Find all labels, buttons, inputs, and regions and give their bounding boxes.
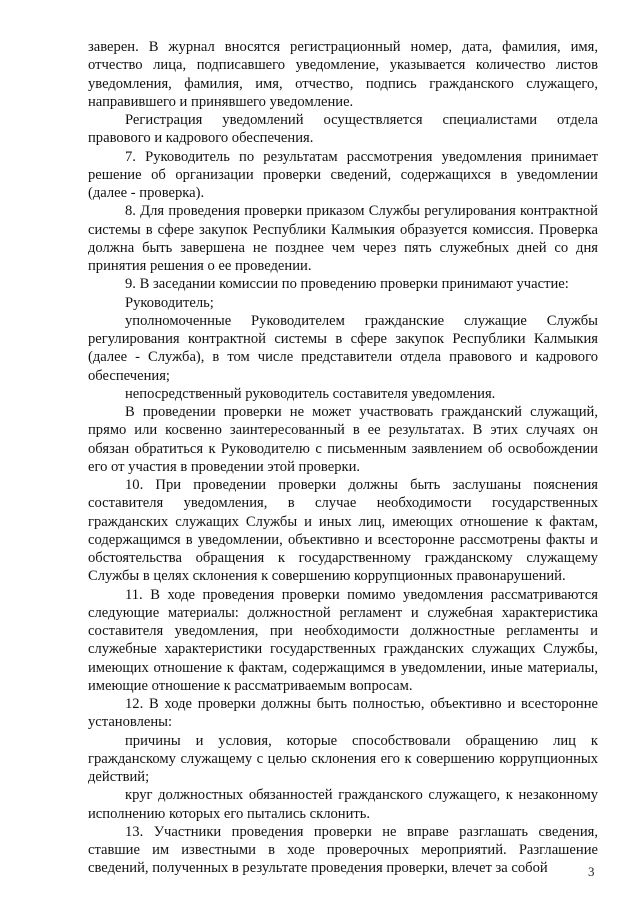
paragraph: причины и условия, которые способствовали обращению лиц к гражданскому служащему с целью склонения его к совершению коррупционных действий; [88, 732, 598, 785]
paragraph: круг должностных обязанностей гражданского служащего, к незаконному исполнению которых его пытались склонить. [88, 787, 598, 822]
paragraph: Руководитель; [125, 294, 214, 311]
page-number: 3 [588, 864, 595, 879]
paragraph: 7. Руководитель по результатам рассмотрения уведомления принимает решение об организации проверки сведений, содержащихся в уведомлении (далее - проверка). [88, 148, 598, 201]
paragraph: непосредственный руководитель составителя уведомления. [125, 385, 496, 402]
document-body [88, 38, 598, 878]
paragraph: уполномоченные Руководителем гражданские служащие Службы регулирования контрактной системы в сфере закупок Республики Калмыкия (далее - Служба), в том числе представители отдела правового и кадрового обеспечения; [88, 312, 598, 384]
paragraph: 11. В ходе проведения проверки помимо уведомления рассматриваются следующие материалы: должностной регламент и служебная характеристика составителя уведомления, при необходимости должностные регламенты и служебные характеристики государственных гражданских служащих Службы, имеющих отношение к фактам, содержащимся в уведомлении, иные материалы, имеющие отношение к рассматриваемым вопросам. [88, 586, 598, 694]
paragraph: 13. Участники проведения проверки не вправе разглашать сведения, ставшие им известными в ходе проверочных мероприятий. Разглашение сведений, полученных в результате проведения проверки, влечет за собой [88, 823, 598, 877]
paragraph: Регистрация уведомлений осуществляется специалистами отдела правового и кадрового обеспечения. [88, 112, 598, 147]
paragraph: 10. При проведении проверки должны быть заслушаны пояснения составителя уведомления, в случае необходимости государственных гражданских служащих Службы и иных лиц, имеющих отношение к фактам, содержащимся в уведомлении, объективно и всесторонне рассмотрены факты и обстоятельства обращения к государственному гражданскому служащему Службы в целях склонения к совершению коррупционных правонарушений. [88, 477, 598, 585]
paragraph: 9. В заседании комиссии по проведению проверки принимают участие: [125, 276, 569, 293]
paragraph: В проведении проверки не может участвовать гражданский служащий, прямо или косвенно заинтересованный в ее результатах. В этих случаях он обязан обратиться к Руководителю с письменным заявлением об освобождении его от участия в проведении этой проверки. [88, 404, 598, 475]
paragraph: 8. Для проведения проверки приказом Службы регулирования контрактной системы в сфере закупок Республики Калмыкия образуется комиссия. Проверка должна быть завершена не позднее чем через пять служебных дней со дня принятия решения о ее проведении. [88, 203, 598, 274]
paragraph: заверен. В журнал вносятся регистрационный номер, дата, фамилия, имя, отчество лица, подписавшего уведомление, указывается количество листов уведомления, фамилия, имя, отчество, подпись гражданского служащего, направившего и принявшего уведомление. [88, 39, 598, 110]
paragraph: 12. В ходе проверки должны быть полностью, объективно и всесторонне установлены: [88, 696, 598, 731]
